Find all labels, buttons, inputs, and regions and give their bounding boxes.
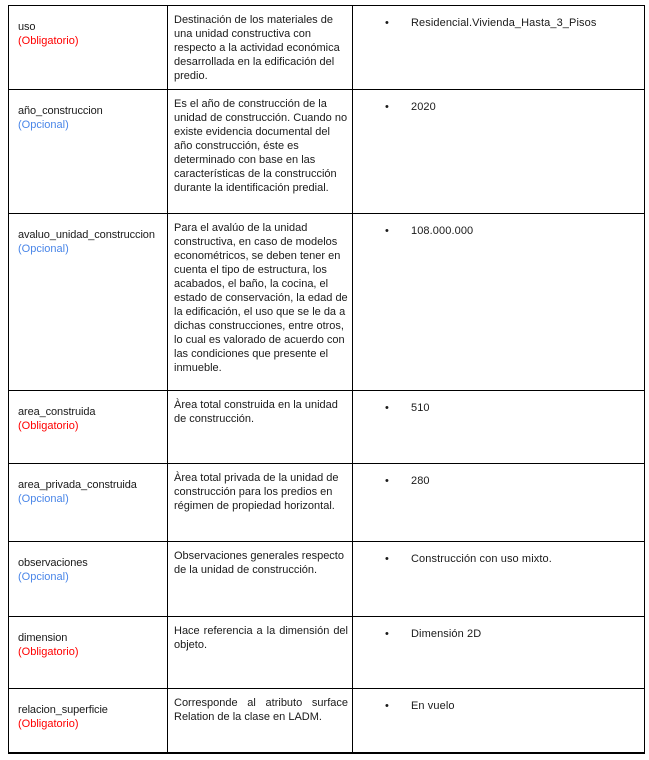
field-cell (9, 689, 168, 753)
description-cell (168, 391, 353, 464)
value-line (385, 224, 638, 238)
field-name: relacion_superficie (18, 704, 108, 716)
field-cell (9, 391, 168, 464)
field-cell (9, 617, 168, 689)
bullet-icon: • (385, 17, 389, 29)
field-value: Construcción con uso mixto. (411, 553, 552, 565)
description-cell (168, 542, 353, 617)
field-name: avaluo_unidad_construccion (18, 229, 155, 241)
table-row (9, 542, 645, 617)
field-name: area_privada_construida (18, 479, 137, 491)
field-requirement-label: (Obligatorio) (18, 35, 79, 47)
table-row (9, 391, 645, 464)
field-cell (9, 542, 168, 617)
value-cell (353, 689, 645, 753)
description-cell (168, 689, 353, 753)
field-value: 108.000.000 (411, 225, 474, 237)
value-line (385, 16, 638, 30)
description-cell (168, 617, 353, 689)
field-value: Dimensión 2D (411, 628, 482, 640)
field-name: dimension (18, 632, 68, 644)
field-description: Àrea total privada de la unidad de construcción para los predios en régimen de propiedad horizontal. (174, 472, 339, 512)
bullet-icon: • (385, 225, 389, 237)
value-line (385, 552, 638, 566)
table-row (9, 617, 645, 689)
value-line (385, 100, 638, 114)
field-description: Destinación de los materiales de una unidad constructiva con respecto a la actividad económica desarrollada en la edificación del predio. (174, 14, 340, 82)
field-cell (9, 90, 168, 214)
value-cell (353, 542, 645, 617)
value-line (385, 627, 638, 641)
field-description: Àrea total construida en la unidad de construcción. (174, 399, 338, 425)
bullet-icon: • (385, 628, 389, 640)
value-cell (353, 6, 645, 90)
bullet-icon: • (385, 700, 389, 712)
field-name: area_construida (18, 406, 96, 418)
field-name: año_construccion (18, 105, 103, 117)
bullet-icon: • (385, 402, 389, 414)
field-requirement-label: (Obligatorio) (18, 646, 79, 658)
attributes-table-body (9, 6, 645, 753)
field-requirement-label: (Opcional) (18, 243, 69, 255)
field-value: 510 (411, 402, 430, 414)
value-cell (353, 90, 645, 214)
field-name: observaciones (18, 557, 88, 569)
field-value: En vuelo (411, 700, 455, 712)
table-row (9, 6, 645, 90)
field-value: Residencial.Vivienda_Hasta_3_Pisos (411, 17, 597, 29)
field-description: Corresponde al atributo surface Relation de la clase en LADM. (174, 697, 348, 723)
table-row (9, 464, 645, 542)
description-cell (168, 6, 353, 90)
field-requirement-label: (Obligatorio) (18, 420, 79, 432)
value-cell (353, 464, 645, 542)
field-name: uso (18, 21, 36, 33)
description-cell (168, 90, 353, 214)
field-description: Es el año de construcción de la unidad de construcción. Cuando no existe evidencia documental del año construcción, éste es determinado con base en las características de la construcción durante la identificación predial. (174, 98, 348, 194)
field-requirement-label: (Opcional) (18, 571, 69, 583)
bullet-icon: • (385, 101, 389, 113)
field-value: 280 (411, 475, 430, 487)
value-cell (353, 617, 645, 689)
table-row (9, 214, 645, 391)
field-description: Observaciones generales respecto de la unidad de construcción. (174, 550, 344, 576)
field-description: Hace referencia a la dimensión del objeto. (174, 625, 348, 651)
field-cell (9, 214, 168, 391)
value-line (385, 474, 638, 488)
value-cell (353, 391, 645, 464)
table-row (9, 90, 645, 214)
value-line (385, 401, 638, 415)
description-cell (168, 214, 353, 391)
field-cell (9, 6, 168, 90)
field-requirement-label: (Opcional) (18, 119, 69, 131)
field-description: Para el avalúo de la unidad constructiva, en caso de modelos econométricos, se deben tener en cuenta el tipo de estructura, los acabados, el baño, la cocina, el estado de conservación, la edad de la edificación, el uso que se le da a dichas construcciones, entre otros, lo cual es valorado de acuerdo con las condiciones que presente el inmueble. (174, 222, 348, 374)
attributes-table (8, 5, 645, 754)
description-cell (168, 464, 353, 542)
bullet-icon: • (385, 475, 389, 487)
field-cell (9, 464, 168, 542)
value-cell (353, 214, 645, 391)
value-line (385, 699, 638, 713)
field-requirement-label: (Obligatorio) (18, 718, 79, 730)
bullet-icon: • (385, 553, 389, 565)
field-requirement-label: (Opcional) (18, 493, 69, 505)
table-row (9, 689, 645, 753)
field-value: 2020 (411, 101, 436, 113)
